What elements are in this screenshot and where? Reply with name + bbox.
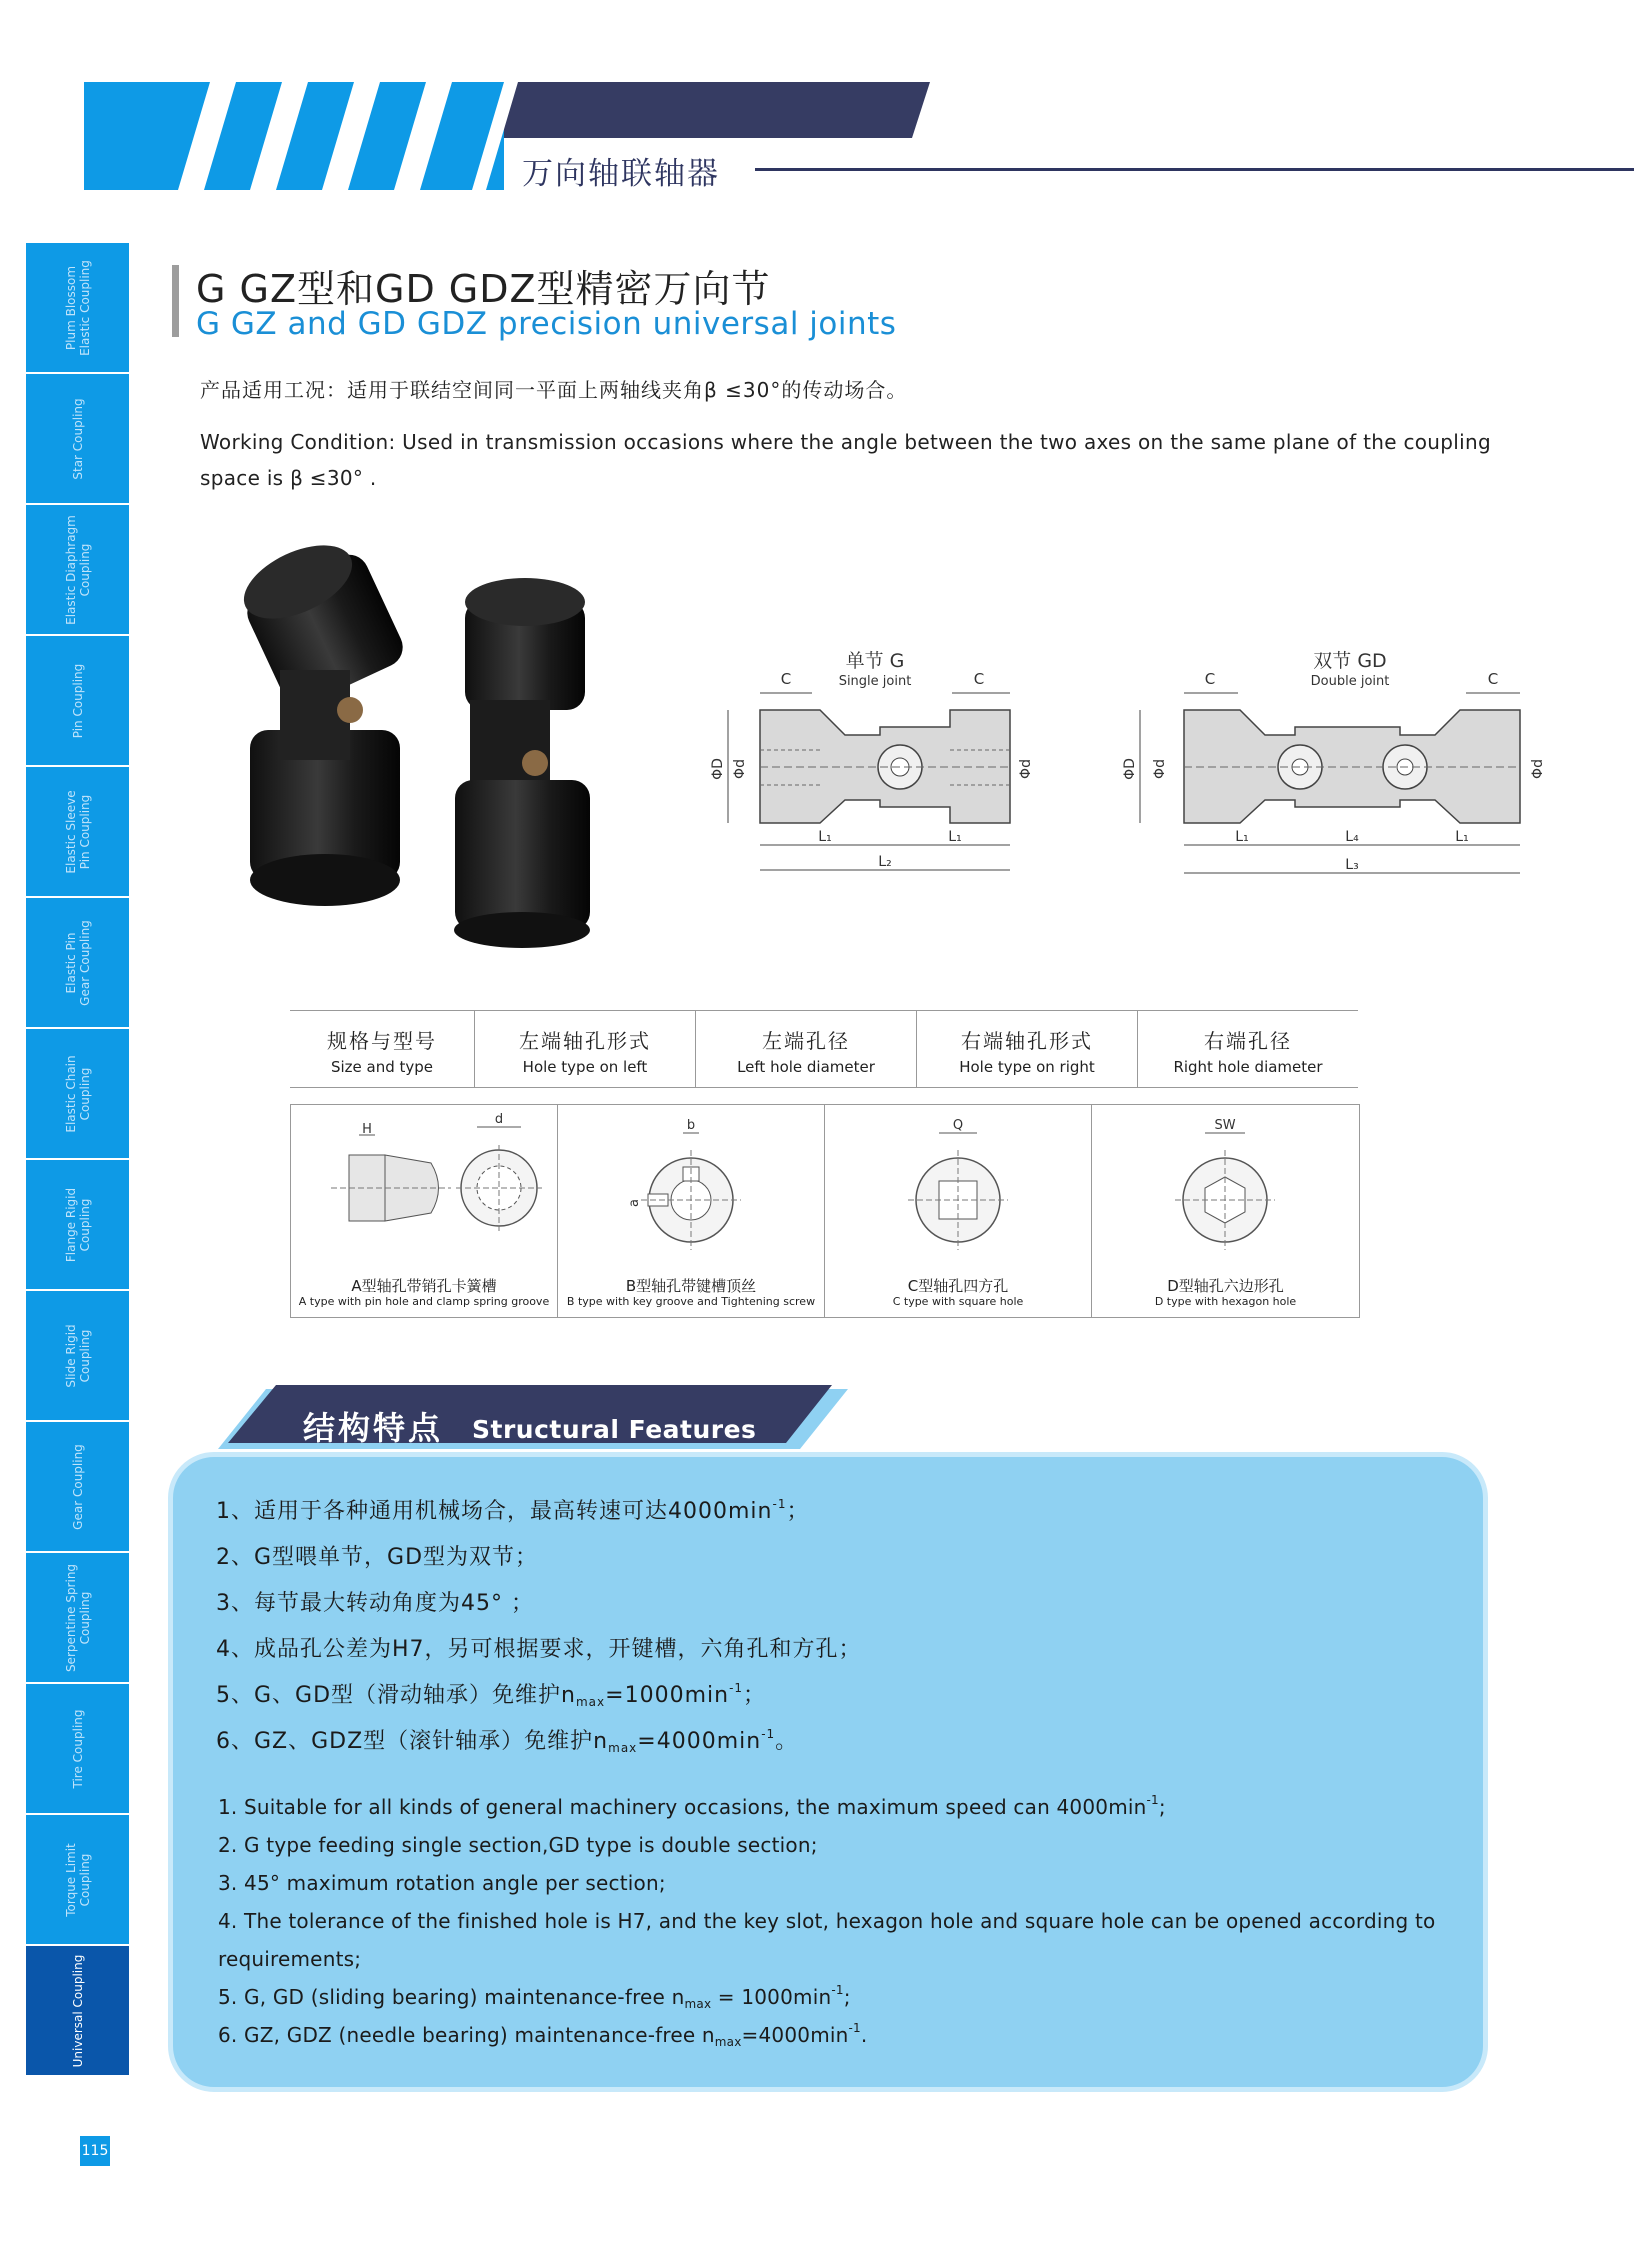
feature-sup: -1 — [761, 1727, 776, 1741]
joint-photo-left — [233, 530, 410, 906]
feature-mid: =1000min — [605, 1683, 730, 1708]
feature-en-2 — [218, 1833, 818, 1857]
header-en: Size and type — [330, 1058, 434, 1076]
feature-cn-5 — [216, 1678, 766, 1709]
sidebar-item-label: Flange Rigid Coupling — [63, 1187, 92, 1262]
feature-text: 6、GZ、GDZ型（滚针轴承）免维护n — [216, 1729, 609, 1754]
features-title-cn: 结构特点 — [303, 1409, 444, 1447]
feature-mid: =4000min — [741, 2023, 849, 2047]
dim-c-right: C — [973, 670, 985, 688]
joint-photo-right — [454, 578, 590, 948]
feature-text: 3. 45° maximum rotation angle per section; — [218, 1871, 666, 1895]
feature-sup: -1 — [831, 1983, 844, 1997]
sidebar-item-label: Star Coupling — [70, 397, 85, 480]
feature-en-4-cont — [218, 1947, 361, 1971]
sidebar-item-universal[interactable] — [26, 1946, 129, 2075]
hole-type-a-caption-cn: A型轴孔带销孔卡簧槽 — [351, 1277, 497, 1295]
title-accent-bar — [172, 265, 179, 337]
header-cn: 规格与型号 — [327, 1029, 437, 1053]
hole-type-c-caption-cn: C型轴孔四方孔 — [907, 1277, 1009, 1295]
feature-text: 5、G、GD型（滑动轴承）免维护n — [216, 1683, 576, 1708]
dim-b: b — [686, 1118, 696, 1133]
dim-l1-right: L₁ — [948, 829, 962, 845]
hole-type-b-caption-en: B type with key groove and Tightening screw — [566, 1295, 816, 1308]
category-sidebar — [26, 243, 129, 2077]
feature-sub: max — [714, 2035, 742, 2049]
sidebar-item-label: Elastic Diaphragm Coupling — [63, 514, 92, 625]
feature-tail: ； — [786, 1499, 810, 1524]
hole-type-b — [558, 1105, 825, 1317]
hole-type-a — [291, 1105, 558, 1317]
section-title-rule — [755, 168, 1634, 171]
dim-l3: L₃ — [1345, 857, 1359, 873]
hole-type-d — [1092, 1105, 1359, 1317]
header-hole-right — [917, 1011, 1138, 1087]
feature-text: 2. G type feeding single section,GD type is double section; — [218, 1833, 818, 1857]
header-en: Hole type on left — [522, 1058, 648, 1076]
hole-type-d-caption-cn: D型轴孔六边形孔 — [1167, 1277, 1284, 1295]
sidebar-item-plum-blossom[interactable] — [26, 243, 129, 372]
feature-en-5 — [218, 1985, 851, 2009]
dim-c-left: C — [1204, 670, 1216, 688]
dim-l1-left: L₁ — [818, 829, 832, 845]
double-joint-drawing — [1110, 645, 1570, 895]
dim-sw: SW — [1214, 1118, 1236, 1133]
feature-text: 5. G, GD (sliding bearing) maintenance-free n — [218, 1985, 685, 2009]
double-title-en: Double joint — [1310, 674, 1390, 689]
header-en: Left hole diameter — [737, 1058, 875, 1076]
page-number: 115 — [80, 2136, 110, 2166]
dim-q: Q — [952, 1118, 964, 1133]
feature-tail: 。 — [775, 1729, 799, 1754]
hole-type-b-caption-cn: B型轴孔带键槽顶丝 — [625, 1277, 757, 1295]
dim-l2: L₂ — [878, 854, 892, 870]
hole-type-row — [290, 1104, 1360, 1318]
dim-phi-D: ΦD — [710, 758, 726, 780]
feature-en-1 — [218, 1795, 1166, 1819]
feature-text: requirements; — [218, 1947, 362, 1971]
feature-sub: max — [575, 1695, 606, 1709]
dim-phi-D: ΦD — [1122, 758, 1138, 780]
hole-table-header — [290, 1010, 1358, 1088]
sidebar-item-label: Serpentine Spring Coupling — [63, 1563, 92, 1672]
feature-tail: . — [860, 2023, 868, 2047]
header-cn: 左端轴孔形式 — [519, 1029, 651, 1053]
product-title-en: G GZ and GD GDZ precision universal joints — [196, 306, 897, 342]
feature-en-6 — [218, 2023, 867, 2047]
sidebar-item-label: Universal Coupling — [70, 1954, 85, 2067]
dim-h: H — [362, 1122, 372, 1137]
feature-text: 1. Suitable for all kinds of general machinery occasions, the maximum speed can 4000min — [218, 1795, 1147, 1819]
hole-type-c — [825, 1105, 1092, 1317]
sidebar-item-label: Slide Rigid Coupling — [63, 1323, 92, 1388]
header-left-diameter — [696, 1011, 917, 1087]
sidebar-item-gear[interactable] — [26, 1422, 129, 1551]
header-en: Hole type on right — [959, 1058, 1095, 1076]
dim-d: d — [494, 1112, 504, 1127]
sidebar-item-elastic-chain[interactable] — [26, 1029, 129, 1158]
single-title-cn: 单节 G — [845, 650, 905, 672]
dim-phi-d-left: Φd — [732, 759, 748, 779]
hole-type-c-drawing — [825, 1105, 1091, 1270]
feature-text: 3、每节最大转动角度为45° ； — [216, 1591, 534, 1616]
hole-type-a-caption-en: A type with pin hole and clamp spring groove — [298, 1295, 550, 1308]
working-condition-cn: 产品适用工况：适用于联结空间同一平面上两轴线夹角β ≤30°的传动场合。 — [200, 378, 908, 402]
product-title-cn: G GZ型和GD GDZ型精密万向节 — [196, 267, 771, 311]
sidebar-item-elastic-pin-gear[interactable] — [26, 898, 129, 1027]
header-cn: 左端孔径 — [762, 1029, 850, 1053]
header-size-type — [290, 1011, 475, 1087]
header-cn: 右端轴孔形式 — [961, 1029, 1093, 1053]
sidebar-item-label: Torque Limit Coupling — [63, 1842, 92, 1917]
dim-l1-left: L₁ — [1235, 829, 1249, 845]
sidebar-item-label: Tire Coupling — [70, 1709, 85, 1788]
feature-text: 4. The tolerance of the finished hole is H7, and the key slot, hexagon hole and square hole can be opened according to — [218, 1909, 1436, 1933]
hole-type-d-drawing — [1092, 1105, 1358, 1270]
sidebar-item-label: Elastic Chain Coupling — [63, 1054, 92, 1133]
hole-type-b-drawing — [558, 1105, 824, 1270]
sidebar-item-label: Elastic Pin Gear Coupling — [63, 919, 92, 1006]
feature-mid: =4000min — [637, 1729, 762, 1754]
feature-mid: = 1000min — [711, 1985, 832, 2009]
header-right-diameter — [1138, 1011, 1358, 1087]
sidebar-item-star[interactable] — [26, 374, 129, 503]
hole-type-c-caption-en: C type with square hole — [892, 1295, 1024, 1308]
section-title: 万向轴联轴器 — [522, 156, 720, 192]
double-title-cn: 双节 GD — [1313, 650, 1387, 672]
feature-sub: max — [608, 1741, 638, 1755]
feature-cn-6 — [216, 1724, 798, 1755]
dim-phi-d-right: Φd — [1018, 759, 1034, 779]
single-joint-drawing — [700, 645, 1060, 885]
product-photo — [220, 530, 640, 950]
feature-cn-4 — [216, 1632, 862, 1663]
sidebar-item-flange-rigid[interactable] — [26, 1160, 129, 1289]
dim-l1-right: L₁ — [1455, 829, 1469, 845]
hole-type-d-caption-en: D type with hexagon hole — [1154, 1295, 1297, 1308]
dim-c-right: C — [1487, 670, 1499, 688]
feature-sup: -1 — [848, 2021, 861, 2035]
working-condition-en: Working Condition: Used in transmission occasions where the angle between the two axes on the same plane of the coupling space is β ≤30° . — [200, 430, 1491, 490]
hole-type-a-drawing — [291, 1105, 557, 1270]
feature-tail: ; — [1158, 1795, 1166, 1819]
header-cn: 右端孔径 — [1204, 1029, 1292, 1053]
sidebar-item-pin[interactable] — [26, 636, 129, 765]
feature-en-3 — [218, 1871, 666, 1895]
feature-text: 4、成品孔公差为H7，另可根据要求，开键槽，六角孔和方孔； — [216, 1637, 862, 1662]
sidebar-item-label: Elastic Sleeve Pin Coupling — [63, 789, 92, 874]
sidebar-item-slide-rigid[interactable] — [26, 1291, 129, 1420]
sidebar-item-torque-limit[interactable] — [26, 1815, 129, 1944]
feature-text: 1、适用于各种通用机械场合，最高转速可达4000min — [216, 1499, 773, 1524]
dim-l4: L₄ — [1345, 829, 1359, 845]
feature-sup: -1 — [772, 1497, 787, 1511]
sidebar-item-tire[interactable] — [26, 1684, 129, 1813]
sidebar-item-label: Gear Coupling — [70, 1443, 85, 1530]
single-title-en: Single joint — [838, 674, 912, 689]
dim-phi-d-left: Φd — [1152, 759, 1168, 779]
feature-cn-1 — [216, 1494, 809, 1525]
feature-sup: -1 — [729, 1681, 744, 1695]
dim-phi-d-right: Φd — [1530, 759, 1546, 779]
feature-sub: max — [684, 1997, 712, 2011]
feature-sup: -1 — [1146, 1793, 1159, 1807]
sidebar-item-elastic-sleeve-pin[interactable] — [26, 767, 129, 896]
feature-tail: ； — [743, 1683, 767, 1708]
feature-en-4 — [218, 1909, 1435, 1933]
feature-cn-2 — [216, 1540, 538, 1571]
dim-a: a — [627, 1199, 642, 1207]
header-en: Right hole diameter — [1173, 1058, 1323, 1076]
sidebar-item-label: Pin Coupling — [70, 663, 85, 738]
dim-c-left: C — [780, 670, 792, 688]
feature-tail: ; — [843, 1985, 851, 2009]
sidebar-item-label: Plum Blossom Elastic Coupling — [63, 259, 92, 356]
feature-text: 6. GZ, GDZ (needle bearing) maintenance-free n — [218, 2023, 715, 2047]
features-title-en: Structural Features — [472, 1415, 757, 1444]
sidebar-item-elastic-diaphragm[interactable] — [26, 505, 129, 634]
feature-text: 2、G型喂单节，GD型为双节； — [216, 1545, 539, 1570]
feature-cn-3 — [216, 1586, 534, 1617]
sidebar-item-serpentine-spring[interactable] — [26, 1553, 129, 1682]
header-hole-left — [475, 1011, 696, 1087]
